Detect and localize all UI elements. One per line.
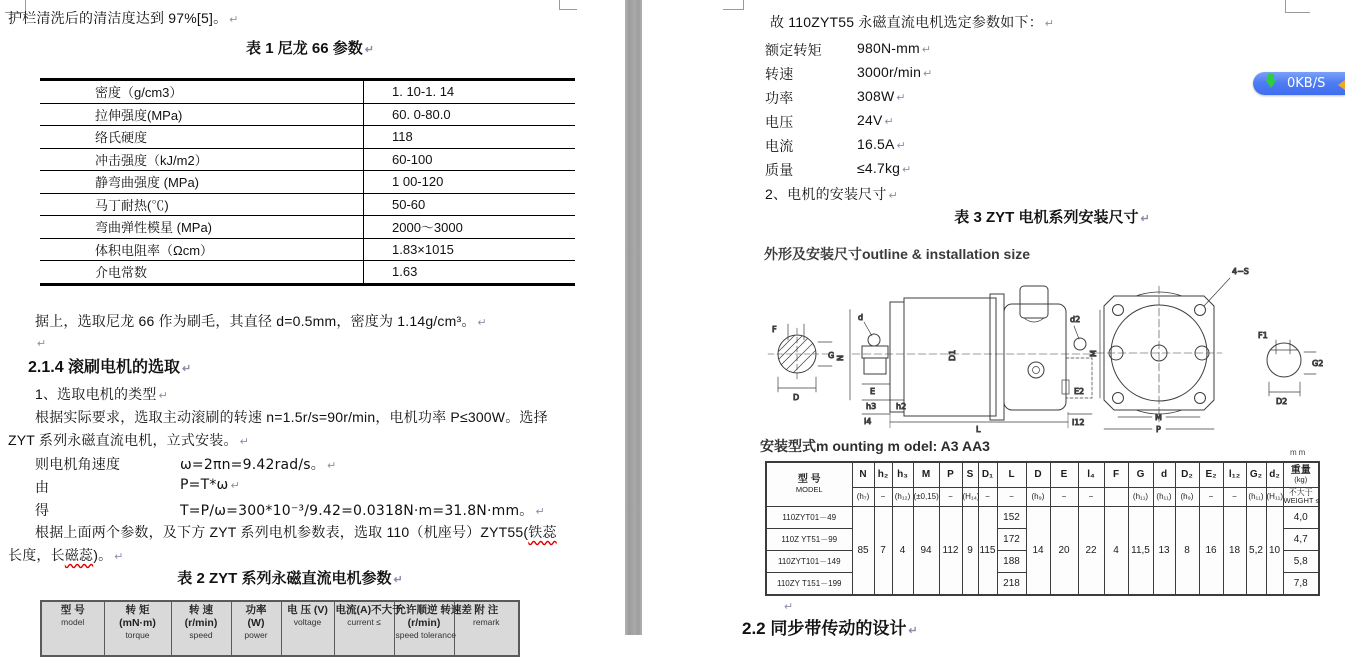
- dim-label-l12: l12: [1072, 418, 1085, 427]
- table3-title: 表 3 ZYT 电机系列安装尺寸 ↵: [954, 209, 1150, 226]
- paragraph-selection-line1: 根据上面两个参数，及下方 ZYT 系列电机参数表，选取 110（机座号）ZYT55(铁蕊: [35, 524, 557, 540]
- pilcrow: ↵: [888, 190, 899, 202]
- table-row: 体积电阻率（Ωcm） 1.83×1015: [40, 238, 575, 261]
- download-arrow-icon: [1265, 79, 1277, 88]
- pilcrow: ↵: [393, 574, 403, 586]
- motor-dimension-drawing: [752, 262, 1332, 434]
- table1-title: 表 1 尼龙 66 参数 ↵: [246, 40, 374, 57]
- table-zyt-motor-params: [40, 600, 520, 657]
- pilcrow: ↵: [535, 505, 545, 518]
- dim-label-d2: d2: [1070, 315, 1081, 324]
- dim-label-L: L: [976, 425, 981, 434]
- pilcrow: ↵: [1140, 213, 1150, 225]
- empty-paragraph: [35, 334, 46, 352]
- list-item-motor-type: 1、选取电机的类型 ↵: [35, 386, 169, 402]
- dim-label-4S: 4−S: [1232, 267, 1249, 276]
- paragraph-after-table1: 据上，选取尼龙 66 作为刷毛，其直径 d=0.5mm，密度为 1.14g/cm³。 ↵: [35, 313, 487, 329]
- network-speed-badge[interactable]: [1253, 72, 1345, 95]
- table2-title: 表 2 ZYT 系列永磁直流电机参数 ↵: [177, 570, 403, 587]
- pilcrow: ↵: [896, 92, 906, 104]
- upload-arrow-icon: [1338, 80, 1345, 90]
- dim-label-G2: G2: [1312, 359, 1324, 368]
- param-row-current: 电流 16.5A ↵: [765, 136, 907, 154]
- table-row: 介电常数 1.63: [40, 261, 575, 285]
- dim-label-D2sec: D2: [1276, 397, 1288, 406]
- document-page-right[interactable]: [642, 0, 1345, 638]
- param-row-mass: 质量 ≤4.7kg ↵: [765, 160, 912, 178]
- pilcrow: ↵: [229, 14, 239, 26]
- table-nylon66-params: [40, 78, 575, 286]
- text-boundary-mark: [559, 0, 577, 10]
- heading-2-2: 2.2 同步带传动的设计 ↵: [742, 619, 918, 638]
- param-row-torque: 额定转矩 980N-mm ↵: [765, 40, 932, 58]
- table-row: 弯曲弹性模星 (MPa) 2000～3000: [40, 216, 575, 239]
- paragraph-motor-selected: 故 110ZYT55 永磁直流电机选定参数如下： ↵: [770, 14, 1055, 30]
- pilcrow: ↵: [364, 44, 374, 56]
- dim-label-N: N: [836, 355, 845, 361]
- unit-label: mm: [1290, 448, 1308, 457]
- table-row: 拉伸强度(MPa) 60. 0-80.0: [40, 103, 575, 126]
- pilcrow: ↵: [896, 140, 907, 152]
- list-item-mount-dims: 2、电机的安装尺寸 ↵: [765, 186, 899, 202]
- document-page-left[interactable]: [0, 0, 625, 641]
- spellcheck-word: 磁蕊: [64, 547, 94, 563]
- param-row-voltage: 电压 24V ↵: [765, 112, 894, 130]
- pilcrow: ↵: [158, 390, 169, 402]
- pilcrow: ↵: [230, 479, 240, 492]
- text-boundary-mark: [1285, 0, 1310, 13]
- table-zyt-install-dims: [765, 461, 1320, 596]
- formula-angular-speed: 则电机角速度 ω=2πn=9.42rad/s。 ↵: [35, 456, 337, 473]
- table-row: 静弯曲强度 (MPa) 1 00-120: [40, 171, 575, 194]
- table-row: 110Z YT51－99 172 4,7: [766, 528, 1319, 550]
- pilcrow: ↵: [327, 459, 337, 472]
- dim-label-D: D: [793, 393, 800, 402]
- formula-power: 由 P=T*ω ↵: [35, 477, 240, 495]
- table-header-tolerance-row: (h₇) − (h₁₂) (±0,15) − (H₁₄) − − (h₉) − − (h₁₁) (h₁₁) (h₉) − − (h₁₁) (H₁₁) 不大于 WEIGHT ≤: [766, 488, 1319, 507]
- param-row-power: 功率 308W ↵: [765, 88, 906, 106]
- dim-label-G: G: [828, 351, 835, 360]
- text-boundary-mark: [723, 0, 744, 10]
- dim-label-D1: D1: [948, 349, 957, 361]
- formula-torque: 得 T=P/ω=300*10⁻³/9.42=0.0318N·m=31.8N·mm。 ↵: [35, 502, 545, 519]
- pilcrow: ↵: [114, 551, 124, 563]
- pilcrow: ↵: [923, 68, 933, 80]
- pilcrow: ↵: [784, 601, 794, 613]
- dim-label-d: d: [858, 313, 864, 322]
- dim-label-P: P: [1156, 425, 1161, 434]
- dim-label-h3: h3: [866, 402, 877, 411]
- pilcrow: ↵: [884, 116, 894, 128]
- mounting-model-caption: 安装型式m ounting m odel: A3 AA3: [760, 438, 990, 454]
- pilcrow: ↵: [477, 317, 487, 329]
- table-row: 络氏硬度 118: [40, 126, 575, 149]
- empty-paragraph: [782, 597, 793, 615]
- pilcrow: ↵: [182, 363, 192, 375]
- page-divider: [625, 0, 642, 635]
- pilcrow: ↵: [37, 338, 47, 350]
- dim-label-l4: l4: [864, 417, 872, 426]
- paragraph-intro: 护栏清洗后的清洁度达到 97%[5]。 ↵: [8, 10, 239, 26]
- table-row: 马丁耐热(℃) 50-60: [40, 193, 575, 216]
- table-row: 冲击强度（kJ/m2） 60-100: [40, 148, 575, 171]
- download-speed-label: 0KB/S: [1287, 76, 1326, 91]
- dim-label-M-horiz: M: [1155, 413, 1162, 422]
- param-row-speed: 转速 3000r/min ↵: [765, 64, 933, 82]
- dim-label-E: E: [870, 387, 876, 396]
- dim-label-h2: h2: [896, 402, 907, 411]
- table-row: 110ZY T151－199 218 7,8: [766, 572, 1319, 595]
- table-row: 110ZYT01－49 85 7 4 94 112 9 115 152 14 20 22 4 11,5 13 8 16 18 5,2 10 4,0: [766, 506, 1319, 528]
- table-header-row: 型 号 model 转 矩 (mN·m) torque 转 速 (r/min) speed 功率 (W) power 电 压 (V) voltage 电流(A)不大于 current ≤ 允许顺逆 转速差 (r/min) speed tolerance 附 注 remark: [41, 601, 519, 656]
- pilcrow: ↵: [1044, 18, 1055, 30]
- pilcrow: ↵: [908, 625, 918, 637]
- pilcrow: ↵: [239, 436, 250, 448]
- paragraph-requirements-line1: 根据实际要求，选取主动滚刷的转速 n=1.5r/s=90r/min，电机功率 P≤300W。选择: [35, 409, 548, 425]
- table-header-row: 型 号 MODEL N h₂ h₃ M P S D₁ L D E l₄ F G d D₂ E₂ l₁₂ G₂ d₂ 重量 (kg): [766, 462, 1319, 488]
- table-row: 110ZYT101－149 188 5,8: [766, 550, 1319, 572]
- dim-label-E2: E2: [1074, 387, 1085, 396]
- paragraph-selection-line2: 长度，长磁蕊)。 ↵: [8, 547, 124, 563]
- spellcheck-word: 铁蕊: [528, 524, 557, 540]
- pilcrow: ↵: [902, 164, 912, 176]
- dim-label-F1: F1: [1258, 331, 1268, 340]
- paragraph-requirements-line2: ZYT 系列永磁直流电机，立式安装。 ↵: [8, 432, 250, 448]
- heading-2-1-4: 2.1.4 滚刷电机的选取 ↵: [28, 359, 192, 376]
- pilcrow: ↵: [921, 44, 932, 56]
- dim-label-M-vert: M: [1089, 350, 1098, 357]
- dim-label-F: F: [772, 325, 777, 334]
- outline-caption: 外形及安装尺寸outline & installation size: [764, 246, 1031, 262]
- table-row: 密度（g/cm3） 1. 10-1. 14: [40, 80, 575, 104]
